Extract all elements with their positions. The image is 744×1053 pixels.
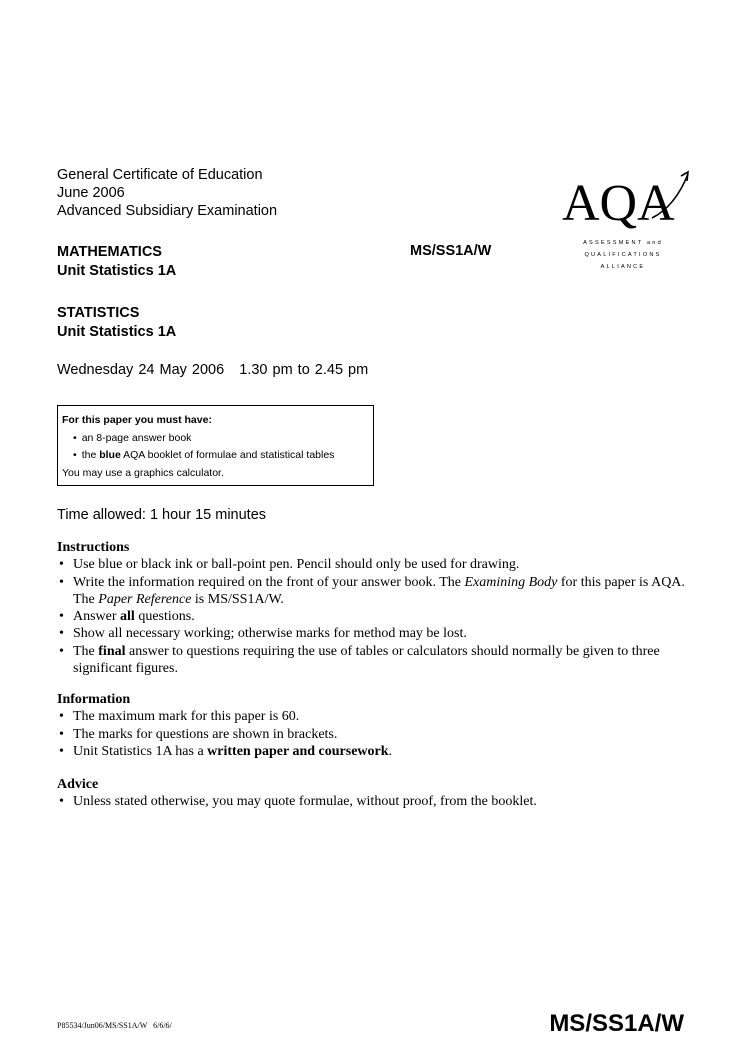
instruction-item: • Answer all questions. — [57, 608, 687, 625]
information-item: • Unit Statistics 1A has a written paper and coursework. — [57, 743, 687, 760]
subject-unit: Unit Statistics 1A — [57, 263, 177, 279]
subject-title: STATISTICS — [57, 305, 140, 321]
materials-item: • the blue AQA booklet of formulae and statistical tables — [62, 447, 373, 465]
aqa-tagline-3: ALLIANCE — [600, 264, 646, 270]
section-heading: Information — [57, 692, 131, 707]
information-item: • The maximum mark for this paper is 60. — [57, 708, 687, 725]
subject-unit: Unit Statistics 1A — [57, 324, 177, 340]
instruction-item: • The final answer to questions requiring the use of tables or calculators should normally be given to three significant figures. — [57, 643, 687, 678]
instructions-section — [57, 539, 687, 677]
materials-item: • an 8-page answer book — [62, 430, 373, 448]
exam-header — [57, 166, 277, 220]
subject-title: MATHEMATICS — [57, 244, 162, 260]
aqa-logo — [560, 168, 690, 278]
section-heading: Advice — [57, 777, 99, 792]
advice-section — [57, 776, 687, 811]
aqa-tagline-1: ASSESSMENT and — [583, 240, 663, 246]
materials-note: You may use a graphics calculator. — [62, 466, 224, 479]
instruction-item: • Use blue or black ink or ball-point pen. Pencil should only be used for drawing. — [57, 556, 687, 573]
exam-date-time: Wednesday 24 May 2006 1.30 pm to 2.45 pm — [57, 362, 369, 378]
aqa-logo-mark — [560, 168, 690, 230]
instruction-item: • Write the information required on the front of your answer book. The Examining Body for this paper is AQA. The Paper Reference is MS/SS1A/W. — [57, 574, 687, 609]
exam-session: June 2006 — [57, 185, 125, 201]
qualification-title: General Certificate of Education — [57, 167, 263, 183]
advice-item: • Unless stated otherwise, you may quote formulae, without proof, from the booklet. — [57, 793, 687, 810]
paper-reference: MS/SS1A/W — [410, 243, 492, 259]
section-heading: Instructions — [57, 540, 130, 555]
footer-code: P85534/Jun06/MS/SS1A/W 6/6/6/ — [57, 1021, 172, 1030]
materials-title: For this paper you must have: — [62, 414, 212, 426]
aqa-tagline-2: QUALIFICATIONS — [584, 252, 662, 258]
information-item: • The marks for questions are shown in brackets. — [57, 726, 687, 743]
instruction-item: • Show all necessary working; otherwise marks for method may be lost. — [57, 625, 687, 642]
materials-box — [57, 405, 374, 486]
time-allowed: Time allowed: 1 hour 15 minutes — [57, 507, 267, 523]
subject-mathematics — [57, 243, 176, 281]
paper-reference-footer: MS/SS1A/W — [549, 1010, 684, 1037]
exam-level: Advanced Subsidiary Examination — [57, 203, 278, 219]
subject-statistics — [57, 304, 176, 342]
information-section — [57, 691, 687, 760]
aqa-logo-text: AQA — [562, 175, 675, 230]
